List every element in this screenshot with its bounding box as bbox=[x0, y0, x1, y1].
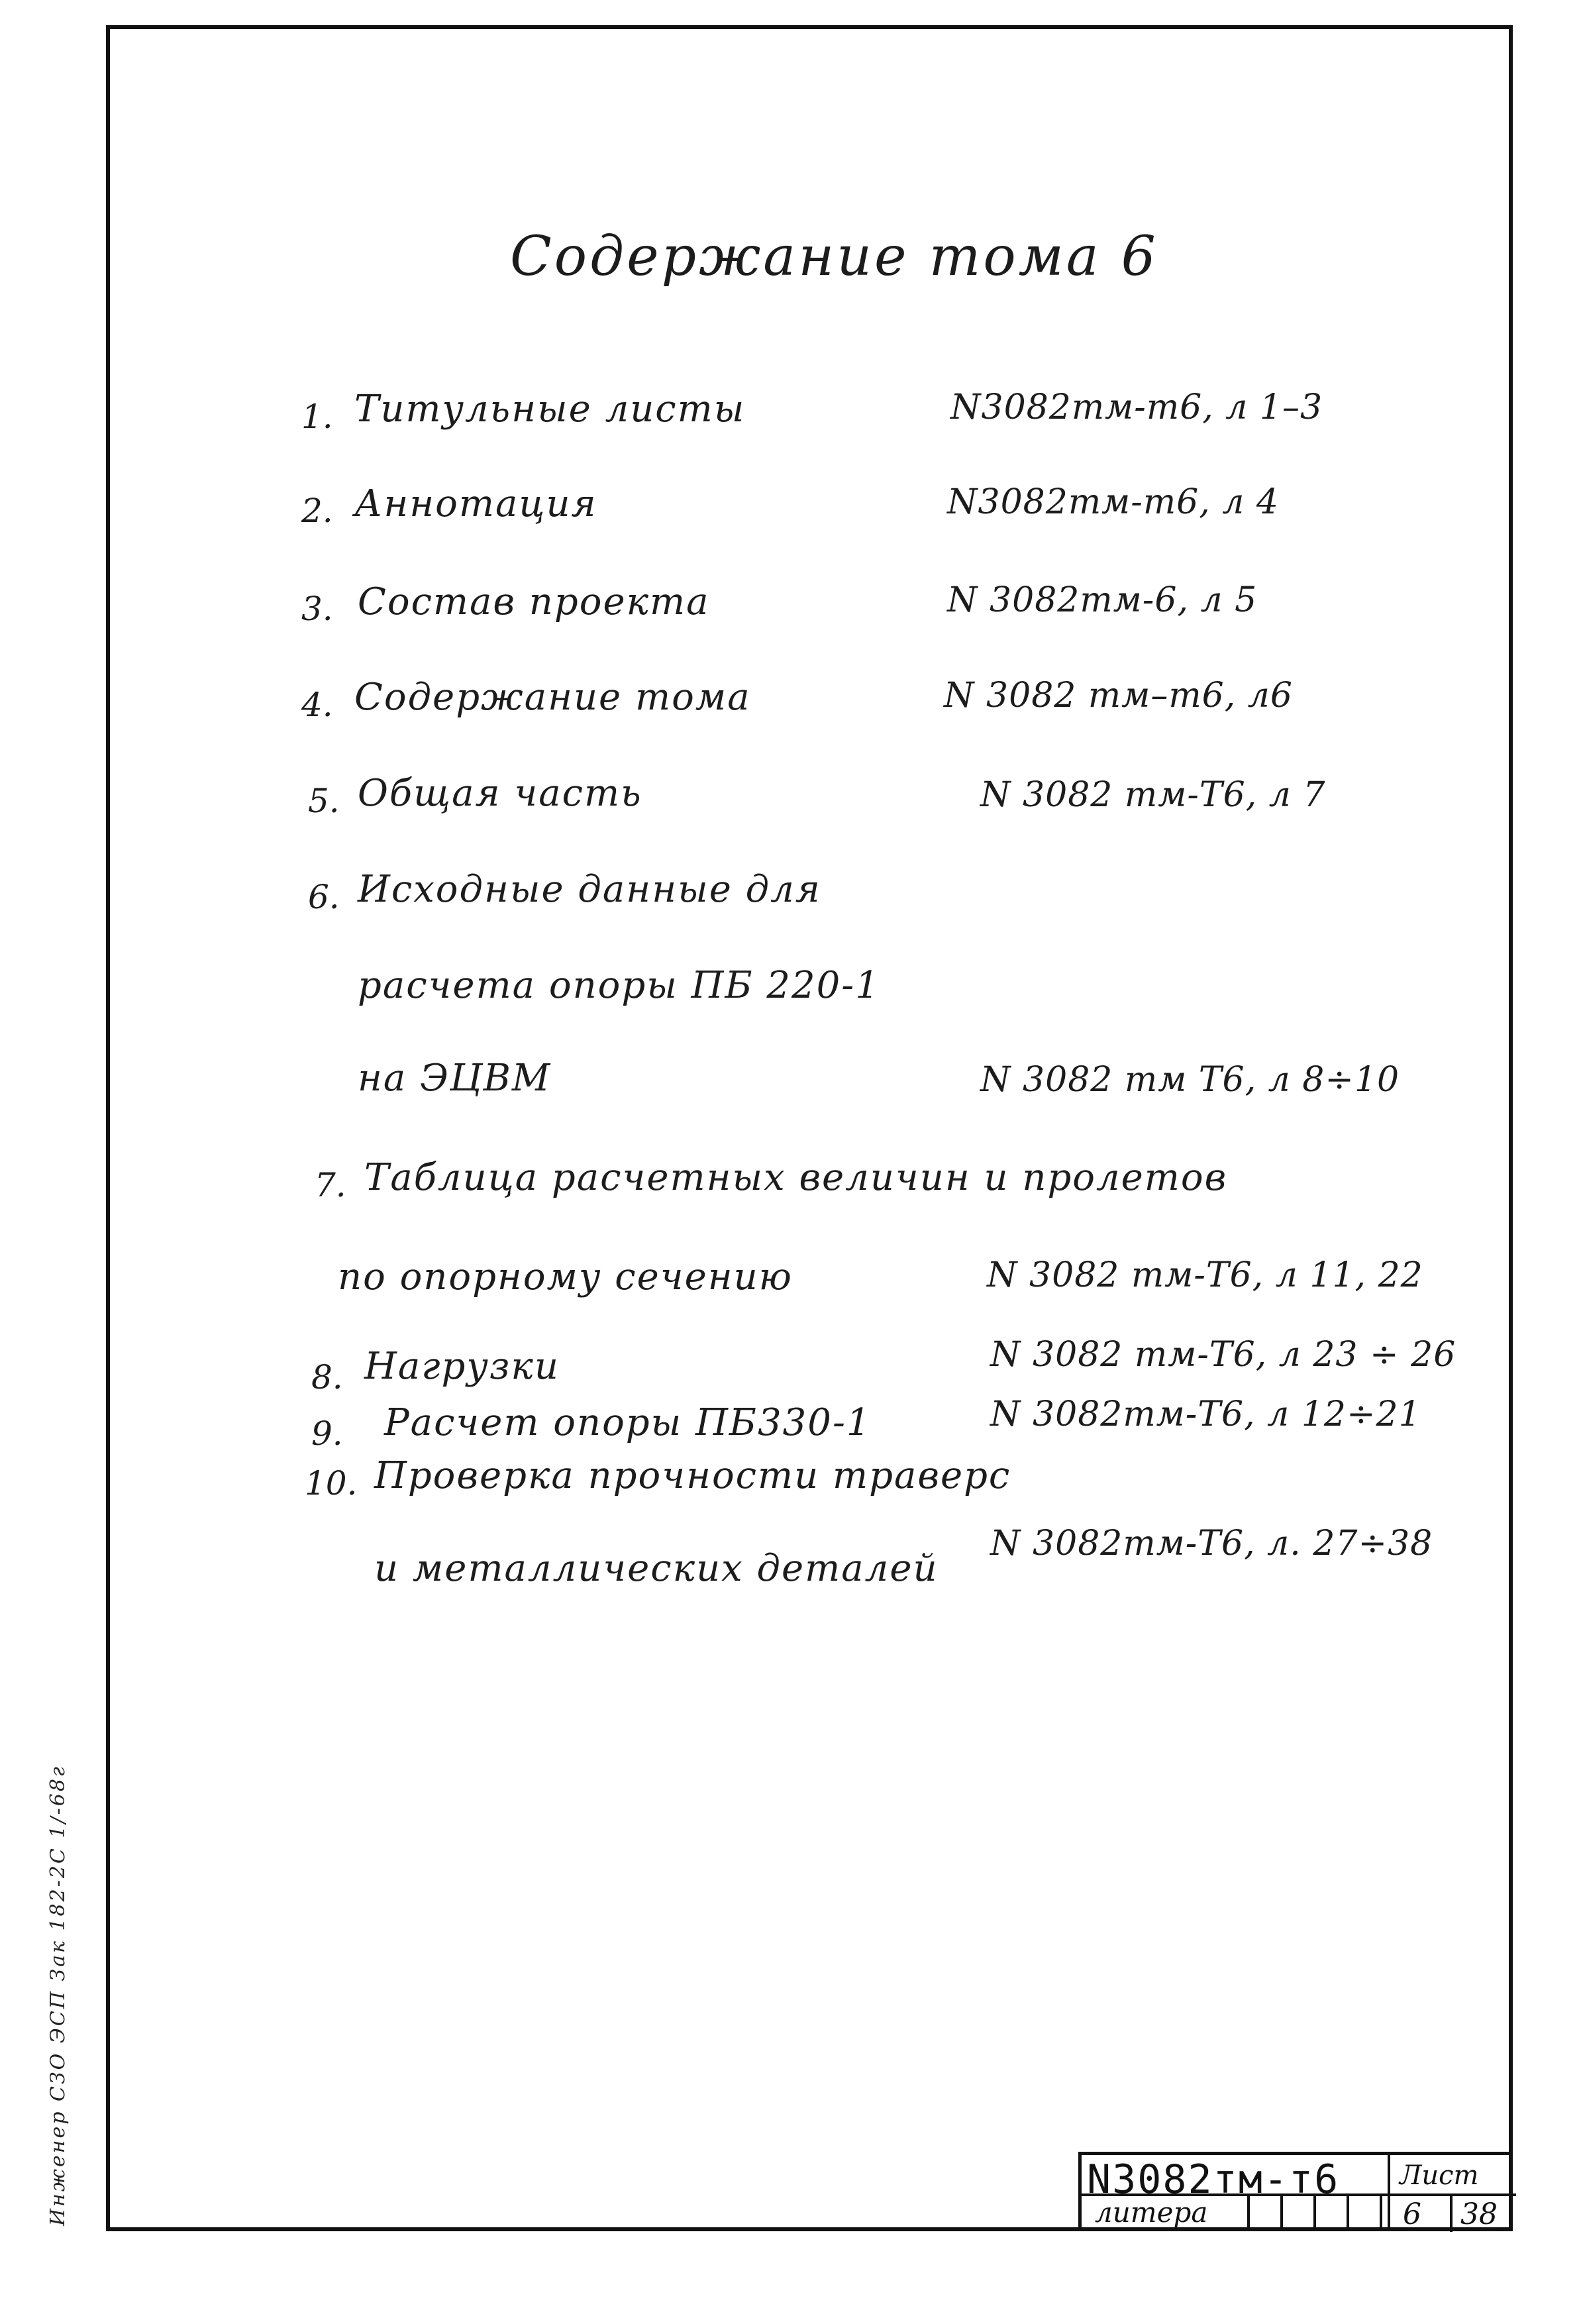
item-8-number: 8. bbox=[311, 1358, 343, 1397]
document-code: N3082тм-т6 bbox=[1087, 2156, 1340, 2203]
item-5-number: 5. bbox=[308, 782, 340, 820]
item-7-number: 7. bbox=[315, 1166, 346, 1204]
item-1-number: 1. bbox=[301, 397, 333, 436]
litera-cell bbox=[1247, 2196, 1280, 2229]
item-3-reference: N 3082тм-6, л 5 bbox=[947, 580, 1258, 620]
item-10-label: Проверка прочности траверс bbox=[374, 1454, 1011, 1497]
sheet-number: 6 bbox=[1403, 2197, 1421, 2231]
item-10-reference: N 3082тм-Т6, л. 27÷38 bbox=[990, 1524, 1433, 1563]
item-3-label: Состав проекта bbox=[358, 580, 710, 623]
litera-cell bbox=[1347, 2196, 1382, 2229]
item-9-reference: N 3082тм-Т6, л 12÷21 bbox=[990, 1395, 1421, 1434]
item-8-reference: N 3082 тм-Т6, л 23 ÷ 26 bbox=[990, 1335, 1456, 1375]
item-4-label: Содержание тома bbox=[354, 676, 751, 719]
sheet-divider bbox=[1450, 2196, 1453, 2232]
item-7-reference: N 3082 тм-Т6, л 11, 22 bbox=[987, 1255, 1423, 1295]
item-9-number: 9. bbox=[311, 1414, 343, 1453]
item-4-reference: N 3082 тм–т6, л6 bbox=[944, 676, 1293, 715]
page-frame bbox=[106, 25, 1513, 2231]
item-7-label: Таблица расчетных величин и пролетов bbox=[364, 1156, 1228, 1199]
item-3-number: 3. bbox=[301, 590, 333, 628]
item-4-number: 4. bbox=[301, 686, 333, 724]
item-6-label-line-3: на ЭЦВМ bbox=[358, 1057, 552, 1100]
item-5-label: Общая часть bbox=[358, 772, 642, 815]
item-10-label-line-2: и металлических деталей bbox=[374, 1547, 939, 1590]
item-8-label: Нагрузки bbox=[364, 1345, 560, 1388]
item-6-number: 6. bbox=[308, 878, 340, 916]
document-title: Содержание тома 6 bbox=[510, 225, 1158, 288]
item-9-label: Расчет опоры ПБ330-1 bbox=[384, 1401, 872, 1444]
item-2-number: 2. bbox=[301, 492, 333, 530]
margin-note: Инженер СЗО ЭСП Зак 182-2С 1/-68г bbox=[46, 1764, 70, 2226]
item-7-label-line-2: по опорному сечению bbox=[338, 1255, 793, 1298]
item-1-reference: N3082тм-т6, л 1–3 bbox=[950, 388, 1323, 427]
title-block bbox=[1078, 2152, 1513, 2231]
item-6-label: Исходные данные для bbox=[358, 868, 821, 911]
litera-label: литера bbox=[1095, 2196, 1208, 2229]
item-2-reference: N3082тм-т6, л 4 bbox=[947, 482, 1280, 522]
item-5-reference: N 3082 тм-Т6, л 7 bbox=[980, 775, 1326, 815]
item-6-reference: N 3082 тм Т6, л 8÷10 bbox=[980, 1060, 1400, 1100]
litera-cell bbox=[1280, 2196, 1313, 2229]
item-2-label: Аннотация bbox=[354, 482, 597, 525]
litera-cell bbox=[1313, 2196, 1347, 2229]
item-1-label: Титульные листы bbox=[354, 388, 746, 431]
item-10-number: 10. bbox=[305, 1464, 358, 1503]
total-sheets: 38 bbox=[1460, 2197, 1498, 2231]
sheet-label: Лист bbox=[1400, 2160, 1479, 2191]
litera-cells bbox=[1247, 2196, 1382, 2229]
item-6-label-line-2: расчета опоры ПБ 220-1 bbox=[358, 964, 880, 1007]
